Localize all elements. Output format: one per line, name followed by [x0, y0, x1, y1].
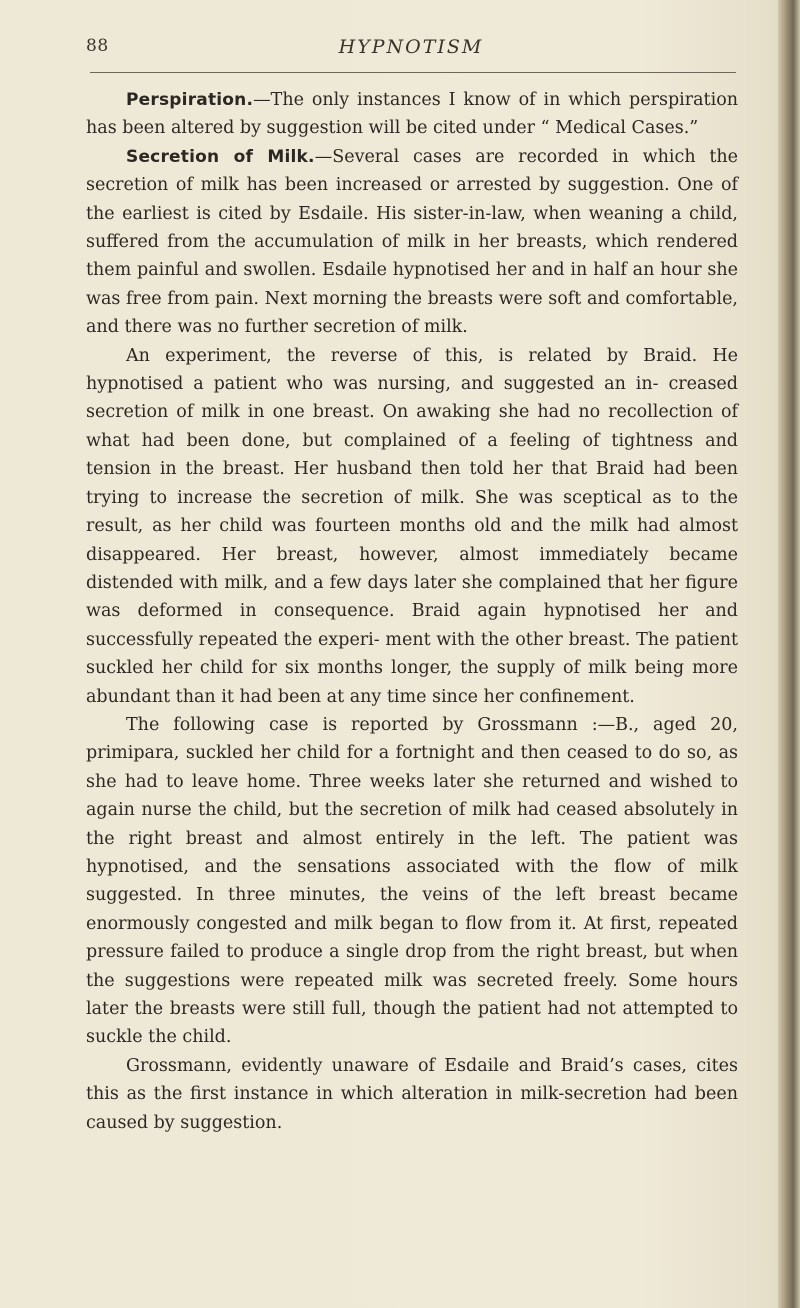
side-heading-perspiration: Perspiration.	[126, 90, 254, 110]
paragraph-text: —The only instances I know of in which perspiration has been altered by suggestion will be cited under “ Medical Cases.”	[86, 90, 738, 139]
body-text	[86, 86, 738, 1137]
paragraph-braid-experiment	[86, 342, 738, 711]
paragraph-text: An experiment, the reverse of this, is related by Braid. He hypnotised a patient who was nursing, and suggested an in- creased secretion of milk in one breast. On awaking she had no recollection of what had been done, but complained of a feeling of tightness and tension in the breast. Her husband then told her that Braid had been trying to increase the secretion of milk. She was sceptical as to the result, as her child was fourteen months old and the milk had almost disappeared. Her breast, however, almost immediately became distended with milk, and a few days later she complained that her figure was deformed in consequence. Braid again hypnotised her and successfully repeated the experi- ment with the other breast. The patient suckled her child for six months longer, the supply of milk being more abundant than it had been at any time since her confinement.	[86, 345, 738, 707]
paragraph-grossmann-case	[86, 711, 738, 1052]
header-rule	[90, 72, 736, 73]
paragraph-grossmann-note	[86, 1052, 738, 1137]
paragraph-perspiration	[86, 86, 738, 143]
page-edge-shadow	[778, 0, 800, 1308]
page-number: 88	[86, 36, 109, 56]
paragraph-text: The following case is reported by Grossmann :—B., aged 20, primipara, suckled her child for a fortnight and then ceased to do so, as she had to leave home. Three weeks later she returned and wished to again nurse the child, but the secretion of milk had ceased absolutely in the right breast and almost entirely in the left. The patient was hypnotised, and the sensations associated with the flow of milk suggested. In three minutes, the veins of the left breast became enormously congested and milk began to flow from it. At first, repeated pressure failed to produce a single drop from the right breast, but when the suggestions were repeated milk was secreted freely. Some hours later the breasts were still full, though the patient had not attempted to suckle the child.	[86, 714, 738, 1048]
running-head: HYPNOTISM	[338, 36, 484, 58]
paragraph-text: Grossmann, evidently unaware of Esdaile and Braid’s cases, cites this as the first instance in which alteration in milk-secretion had been caused by suggestion.	[86, 1055, 738, 1133]
paragraph-secretion-of-milk	[86, 143, 738, 342]
side-heading-secretion-of-milk: Secretion of Milk.	[126, 146, 315, 167]
page-header	[86, 36, 736, 66]
paragraph-text: —Several cases are recorded in which the secretion of milk has been increased or arrested by suggestion. One of the earliest is cited by Esdaile. His sister-in-law, when weaning a child, suffered from the accumulation of milk in her breasts, which rendered them painful and swollen. Esdaile hypnotised her and in half an hour she was free from pain. Next morning the breasts were soft and comfortable, and there was no further secretion of milk.	[86, 146, 738, 338]
